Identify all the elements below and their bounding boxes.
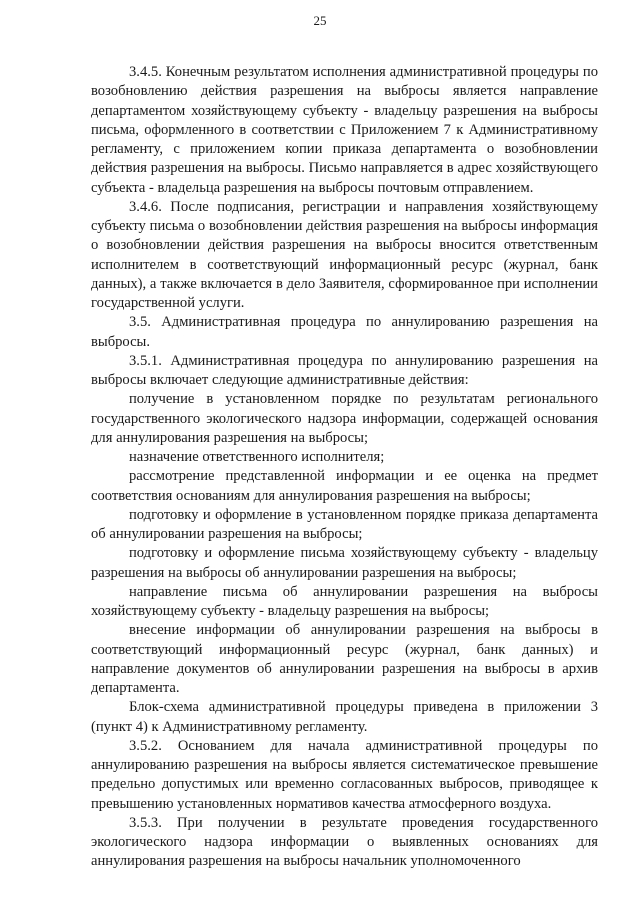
- paragraph-flowchart-reference: Блок-схема административной процедуры приведена в приложении 3 (пункт 4) к Административному регламенту.: [91, 699, 598, 735]
- list-item-action: назначение ответственного исполнителя;: [129, 449, 385, 465]
- paragraph-3-4-5: 3.4.5. Конечным результатом исполнения административной процедуры по возобновлению действия разрешения на выбросы является направление департаментом хозяйствующему субъекту - владельцу разрешения на выбросы письма, оформленного в соответствии с Приложением 7 к Административному регламенту, с приложением копии приказа департамента о возобновлении действия разрешения на выбросы. Письмо направляется в адрес хозяйствующего субъекта - владельца разрешения на выбросы почтовым отправлением.: [91, 64, 598, 196]
- list-item-action: получение в установленном порядке по результатам регионального государственного экологического надзора информации, содержащей основания для аннулирования разрешения на выбросы;: [91, 391, 598, 446]
- list-item-action: рассмотрение представленной информации и ее оценка на предмет соответствия основаниям для аннулирования разрешения на выбросы;: [91, 468, 598, 504]
- paragraph-3-5-2: 3.5.2. Основанием для начала административной процедуры по аннулированию разрешения на выбросы является систематическое превышение предельно допустимых или временно согласованных выбросов, приводящее к превышению установленных нормативов качества атмосферного воздуха.: [91, 737, 598, 812]
- list-item-action: направление письма об аннулировании разрешения на выбросы хозяйствующему субъекту - владельцу разрешения на выбросы;: [91, 583, 598, 619]
- list-item-action: внесение информации об аннулировании разрешения на выбросы в соответствующий информационный ресурс (журнал, банк данных) и направление документов об аннулировании разрешения на выбросы в архив департамента.: [91, 622, 598, 696]
- paragraph-3-4-6: 3.4.6. После подписания, регистрации и направления хозяйствующему субъекту письма о возобновлении действия разрешения на выбросы информация о возобновлении действия разрешения на выбросы вносится ответственным исполнителем в соответствующий информационный ресурс (журнал, банк данных), а также включается в дело Заявителя, сформированное при исполнении государственной услуги.: [91, 198, 598, 311]
- paragraph-3-5-1: 3.5.1. Административная процедура по аннулированию разрешения на выбросы включает следующие административные действия:: [91, 352, 598, 388]
- paragraph-3-5-3: 3.5.3. При получении в результате проведения государственного экологического надзора информации о выявленных основаниях для аннулирования разрешения на выбросы начальник уполномоченного: [91, 814, 598, 870]
- document-body: [91, 63, 598, 872]
- list-item-action: подготовку и оформление письма хозяйствующему субъекту - владельцу разрешения на выбросы об аннулировании разрешения на выбросы;: [91, 545, 598, 581]
- page-number: 25: [313, 13, 327, 28]
- list-item-action: подготовку и оформление в установленном порядке приказа департамента об аннулировании разрешения на выбросы;: [91, 506, 598, 542]
- section-heading-3-5: 3.5. Административная процедура по аннулированию разрешения на выбросы.: [91, 314, 598, 350]
